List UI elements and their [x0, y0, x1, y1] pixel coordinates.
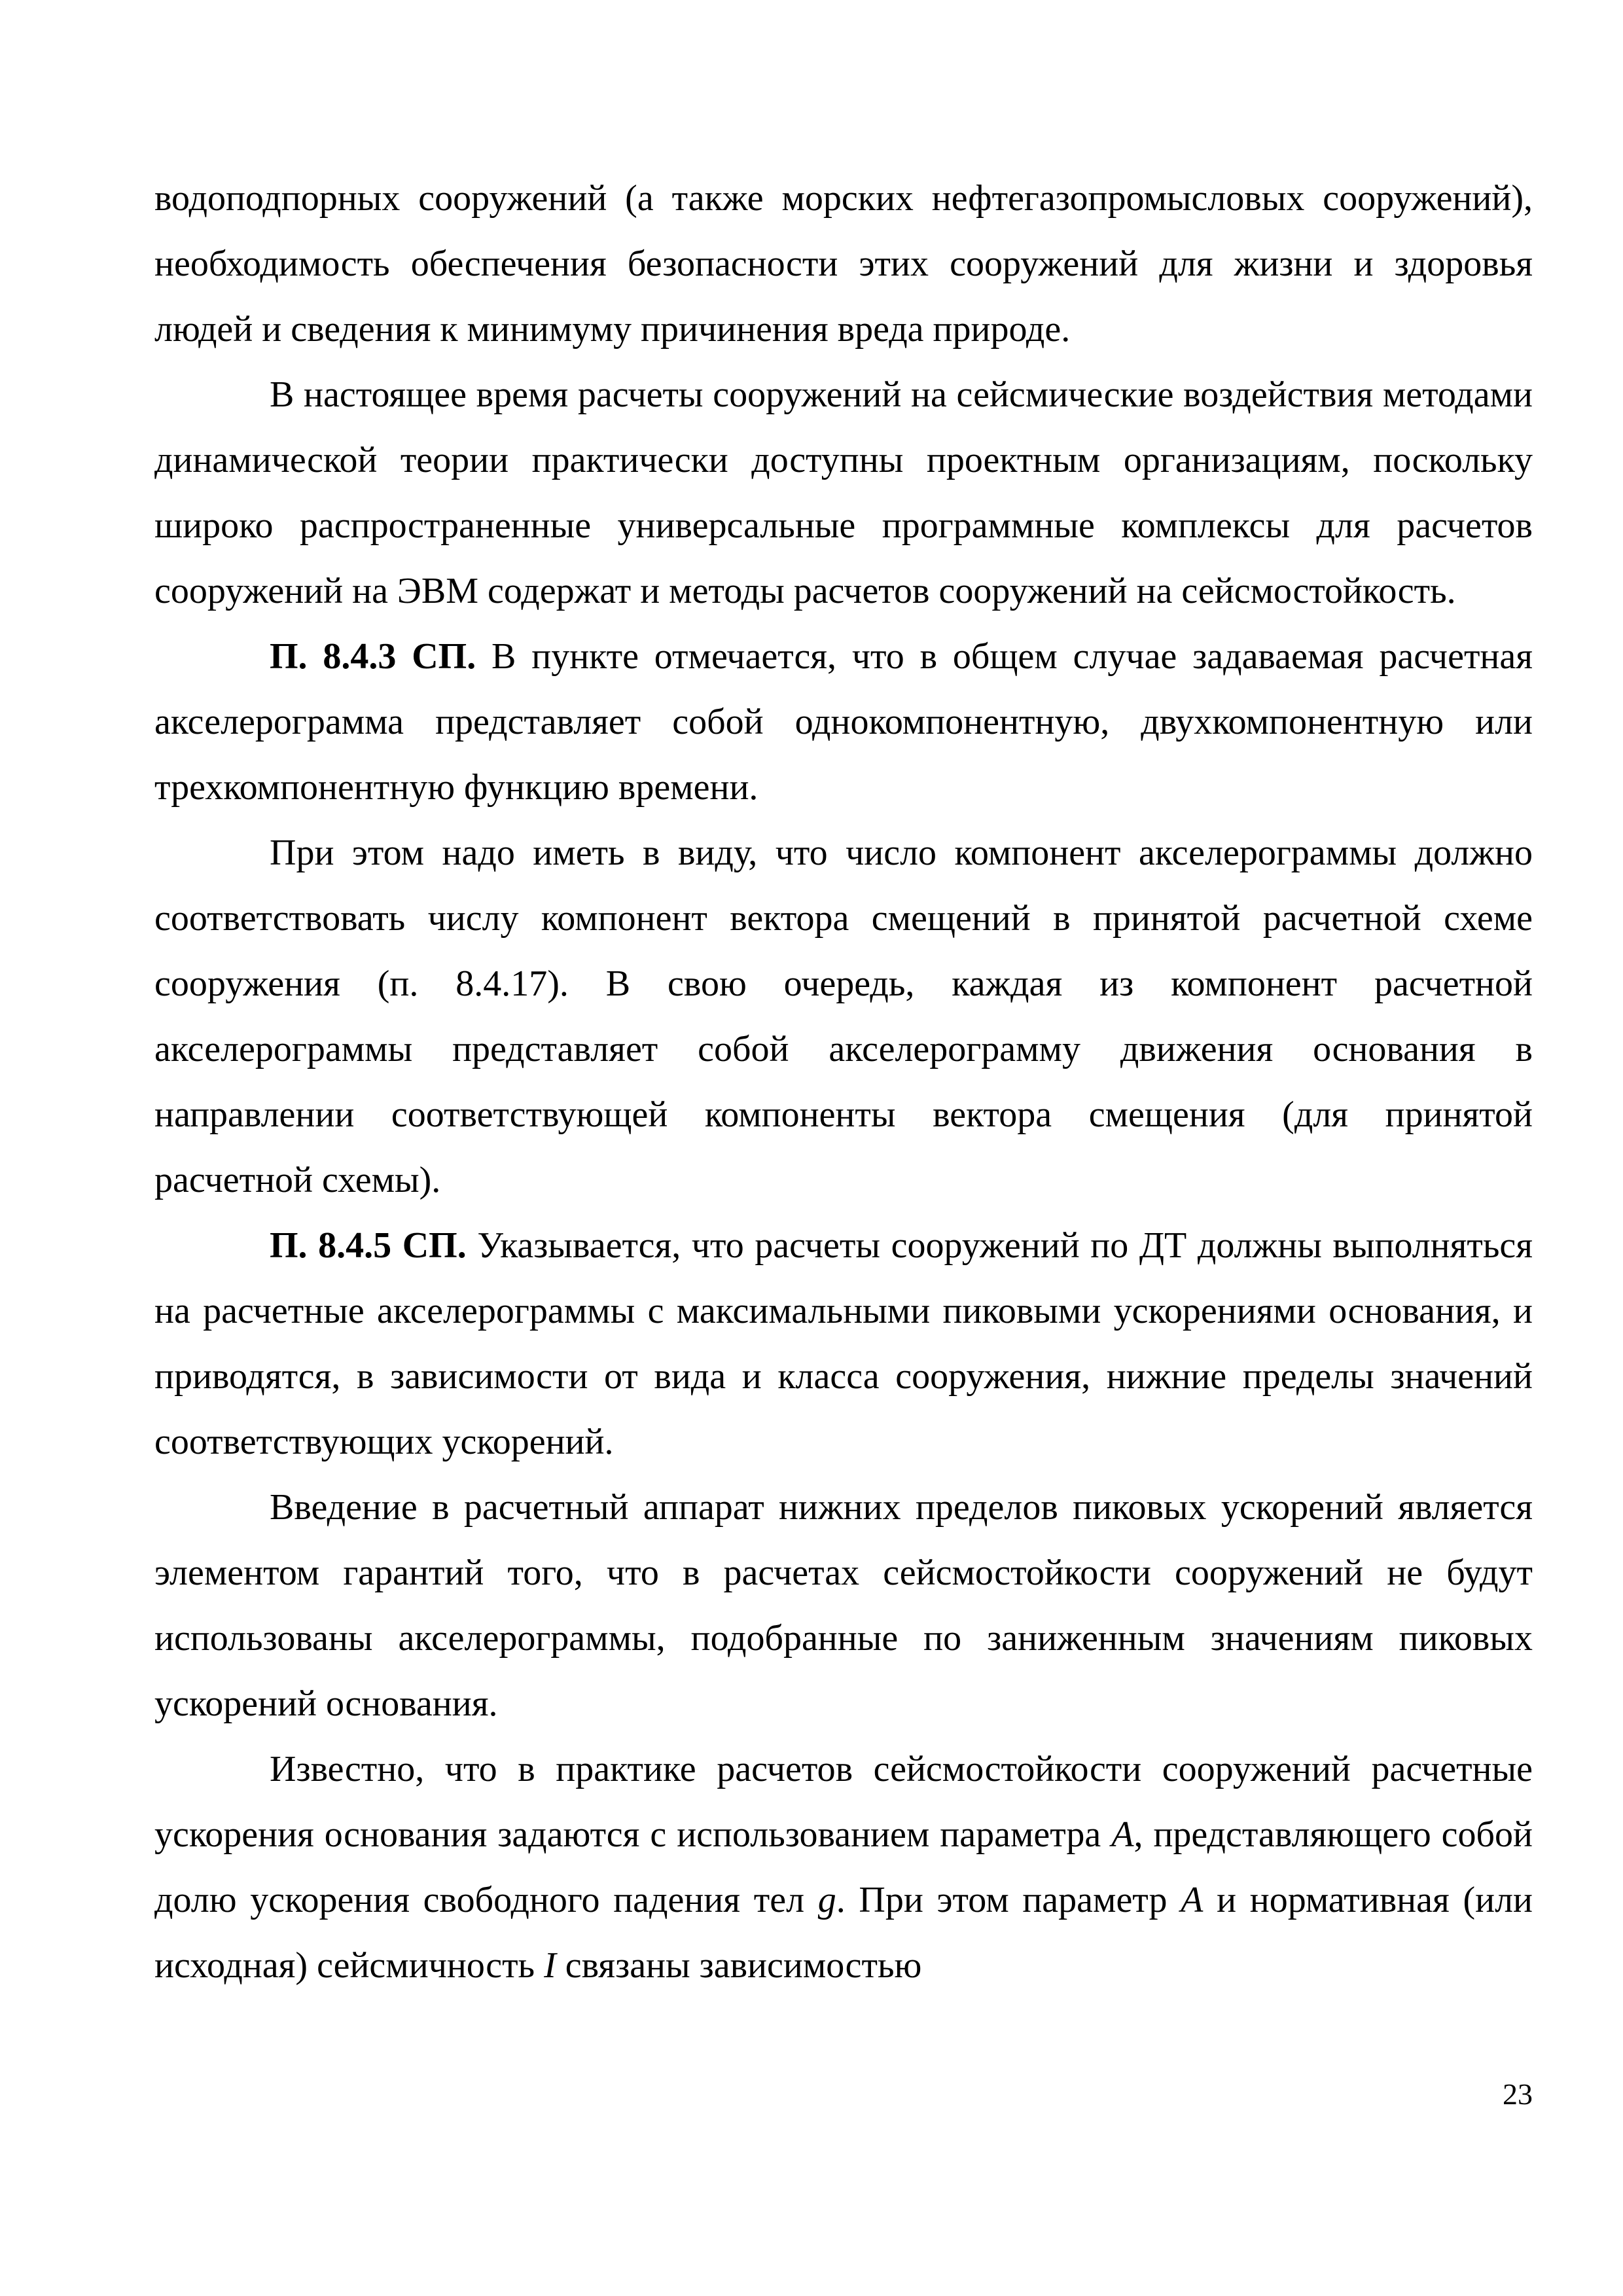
paragraph-text: В пункте отмечается, что в общем случае задаваемая расчетная акселерограмма представляет собой однокомпонентную, двухкомпонентную или трехкомпонентную функцию времени. [154, 636, 1533, 808]
math-symbol: A [1181, 1880, 1204, 1920]
clause-reference: П. 8.4.3 СП. [270, 636, 476, 677]
paragraph-text: , представляющего собой долю ускорения свободного падения тел [154, 1814, 1533, 1920]
paragraph-text: Указывается, что расчеты сооружений по ДТ должны выполняться на расчетные акселерограммы с максимальными пиковыми ускорениями основания, и приводятся, в зависимости от вида и класса сооружения, нижние пределы значений соответствующих ускорений. [154, 1225, 1533, 1462]
paragraph [154, 820, 1533, 1213]
page-number: 23 [1503, 2077, 1533, 2111]
paragraph [154, 1736, 1533, 1998]
paragraph-text: . При этом параметр [836, 1880, 1181, 1920]
paragraph [154, 624, 1533, 820]
paragraph-text: Введение в расчетный аппарат нижних пределов пиковых ускорений является элементом гарантий того, что в расчетах сейсмостойкости сооружений не будут использованы акселерограммы, подобранные по заниженным значениям пиковых ускорений основания. [154, 1487, 1533, 1724]
paragraph [154, 1475, 1533, 1736]
paragraph [154, 362, 1533, 624]
paragraph-text: водоподпорных сооружений (а также морских нефтегазопромысловых сооружений), необходимость обеспечения безопасности этих сооружений для жизни и здоровья людей и сведения к минимуму причинения вреда природе. [154, 178, 1533, 350]
paragraph-text: При этом надо иметь в виду, что число компонент акселерограммы должно соответствовать числу компонент вектора смещений в принятой расчетной схеме сооружения (п. 8.4.17). В свою очередь, каждая из компонент расчетной акселерограммы представляет собой акселерограмму движения основания в направлении соответствующей компоненты вектора смещения (для принятой расчетной схемы). [154, 833, 1533, 1200]
paragraph-text: Известно, что в практике расчетов сейсмостойкости сооружений расчетные ускорения основания задаются с использованием параметра [154, 1749, 1533, 1855]
body-text [154, 166, 1533, 1998]
math-symbol: I [544, 1945, 556, 1986]
paragraph-text: связаны зависимостью [556, 1945, 922, 1986]
paragraph [154, 166, 1533, 362]
math-symbol: g [817, 1880, 836, 1920]
clause-reference: П. 8.4.5 СП. [270, 1225, 467, 1266]
math-symbol: A [1111, 1814, 1134, 1855]
paragraph-text: В настоящее время расчеты сооружений на сейсмические воздействия методами динамической теории практически доступны проектным организациям, поскольку широко распространенные универсальные программные комплексы для расчетов сооружений на ЭВМ содержат и методы расчетов сооружений на сейсмостойкость. [154, 374, 1533, 611]
paragraph [154, 1213, 1533, 1475]
paragraph-text: и нормативная (или исходная) сейсмичность [154, 1880, 1533, 1986]
